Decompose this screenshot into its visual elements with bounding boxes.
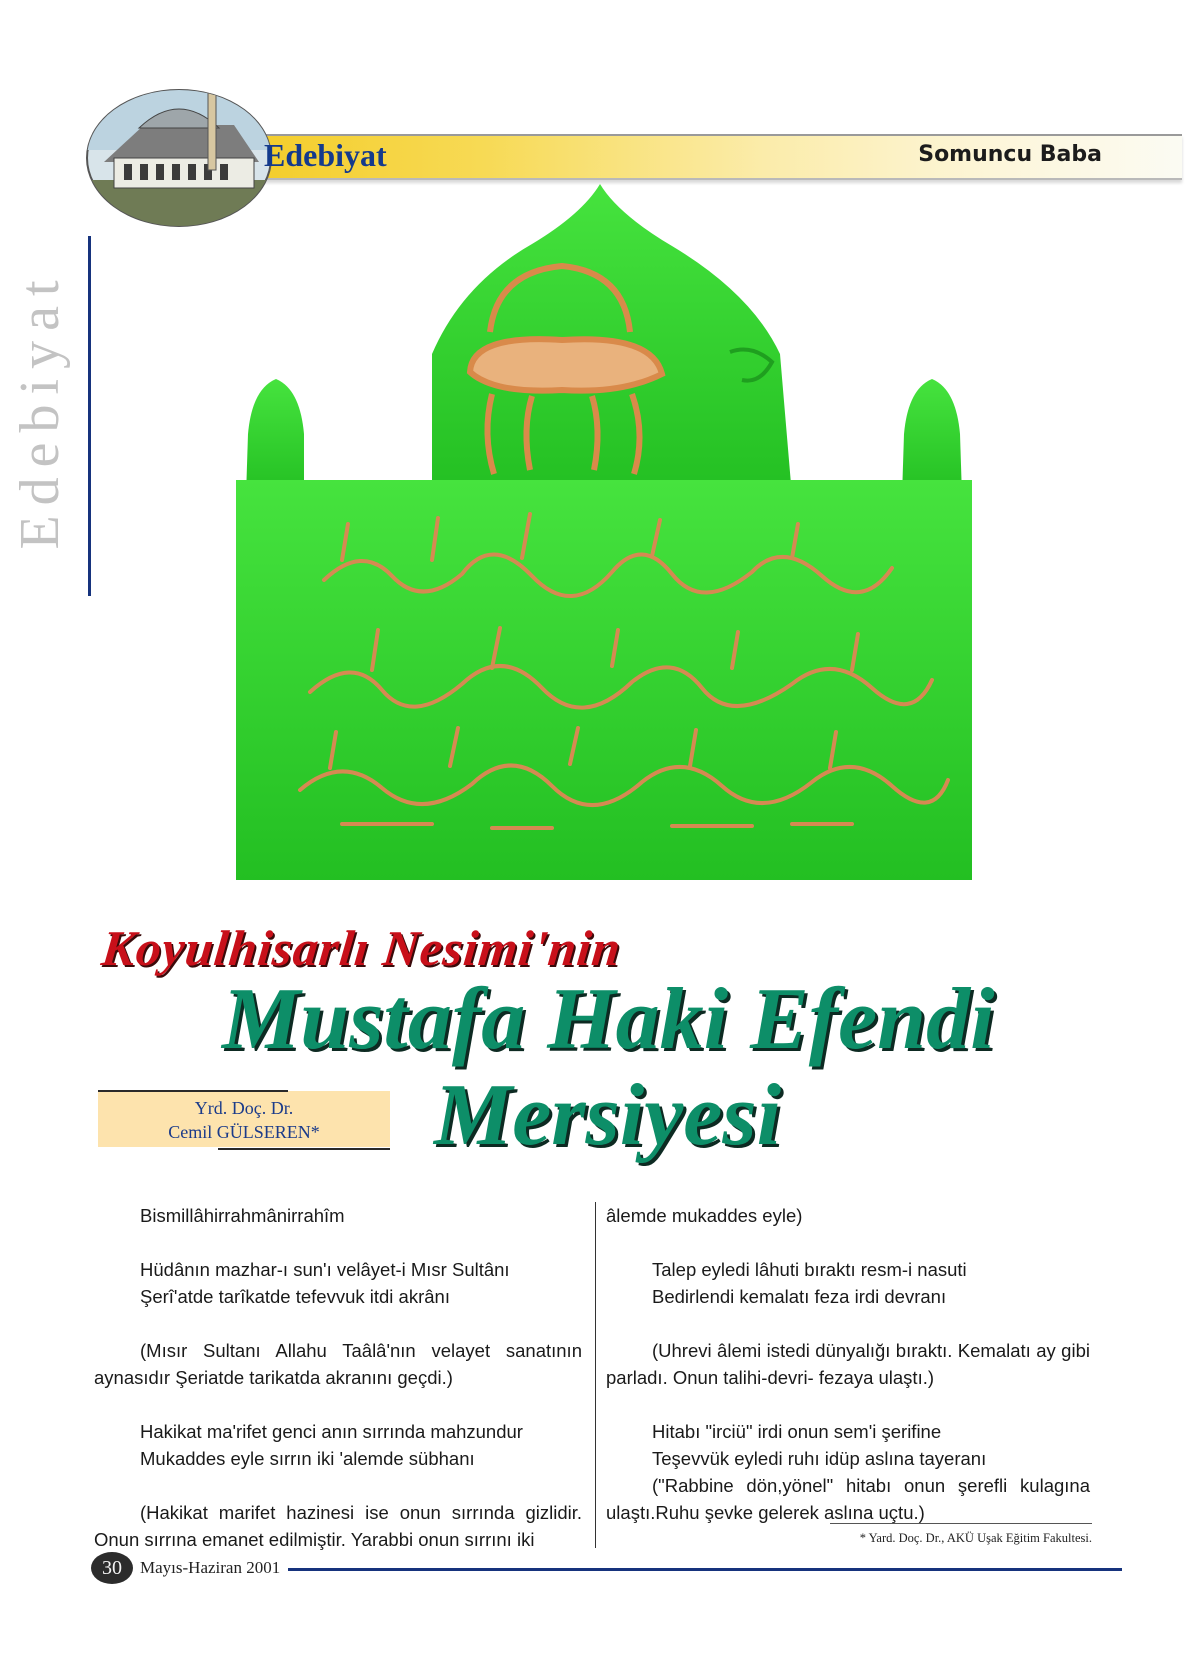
side-divider: [88, 236, 91, 596]
footnote-rule: [830, 1523, 1092, 1524]
translation-paragraph: (Hakikat marifet hazinesi ise onun sırrında gizlidir. Onun sırrına emanet edilmiştir. Yarabbi onun sırrını iki: [94, 1502, 582, 1550]
author-title: Yrd. Doç. Dr.: [194, 1098, 294, 1118]
article-title-line1: Mustafa Haki Efendi: [222, 971, 995, 1068]
column-divider: [595, 1202, 596, 1548]
author-rule-top: [98, 1090, 288, 1092]
article-pre-title: Koyulhisarlı Nesimi'nin: [99, 920, 624, 976]
article-title-line2: Mersiyesi: [434, 1067, 782, 1164]
author-name: Cemil GÜLSEREN*: [168, 1122, 320, 1142]
translation-paragraph: ("Rabbine dön,yönel" hitabı onun şerefli kulagına ulaştı.Ruhu şevke gelerek aslına uçtu.): [606, 1475, 1090, 1523]
verse-line: Hitabı "irciü" irdi onun sem'i şerifine: [652, 1421, 942, 1442]
left-column: [94, 1202, 582, 1553]
translation-continuation: âlemde mukaddes eyle): [606, 1205, 803, 1226]
side-section-label: Edebiyat: [9, 270, 71, 550]
author-footnote: * Yard. Doç. Dr., AKÜ Uşak Eğitim Fakultesi.: [859, 1531, 1092, 1545]
right-column: [606, 1202, 1090, 1526]
verse-line: Bedirlendi kemalatı feza irdi devranı: [652, 1286, 947, 1307]
translation-paragraph: (Mısır Sultanı Allahu Taâlâ'nın velayet sanatının aynasıdır Şeriatde tarikatda akranını geçdi.): [94, 1340, 582, 1388]
verse-line: Teşevvük eyledi ruhı idüp aslına tayeranı: [652, 1448, 987, 1469]
verse-line: Mukaddes eyle sırrın iki 'alemde sübhanı: [140, 1448, 475, 1469]
verse-line: Şerî'atde tarîkatde tefevvuk itdi akrânı: [140, 1286, 450, 1307]
footer-rule: [288, 1568, 1122, 1571]
magazine-name: Somuncu Baba: [918, 142, 1102, 167]
translation-paragraph: (Uhrevi âlemi istedi dünyalığı bıraktı. Kemalatı ay gibi parladı. Onun talihi-devri- fezaya ulaştı.): [606, 1340, 1090, 1388]
verse-line: Talep eyledi lâhuti bıraktı resm-i nasuti: [652, 1259, 967, 1280]
tombstone-plaque-image: [232, 184, 976, 884]
author-rule-bottom: [218, 1148, 390, 1150]
page-number: 30: [102, 1557, 122, 1579]
issue-date: Mayıs-Haziran 2001: [140, 1558, 281, 1577]
section-label: Edebiyat: [264, 137, 387, 173]
basmala-line: Bismillâhirrahmânirrahîm: [140, 1205, 345, 1226]
verse-line: Hüdânın mazhar-ı sun'ı velâyet-i Mısr Sultânı: [140, 1259, 510, 1280]
verse-line: Hakikat ma'rifet genci anın sırrında mahzundur: [140, 1421, 523, 1442]
